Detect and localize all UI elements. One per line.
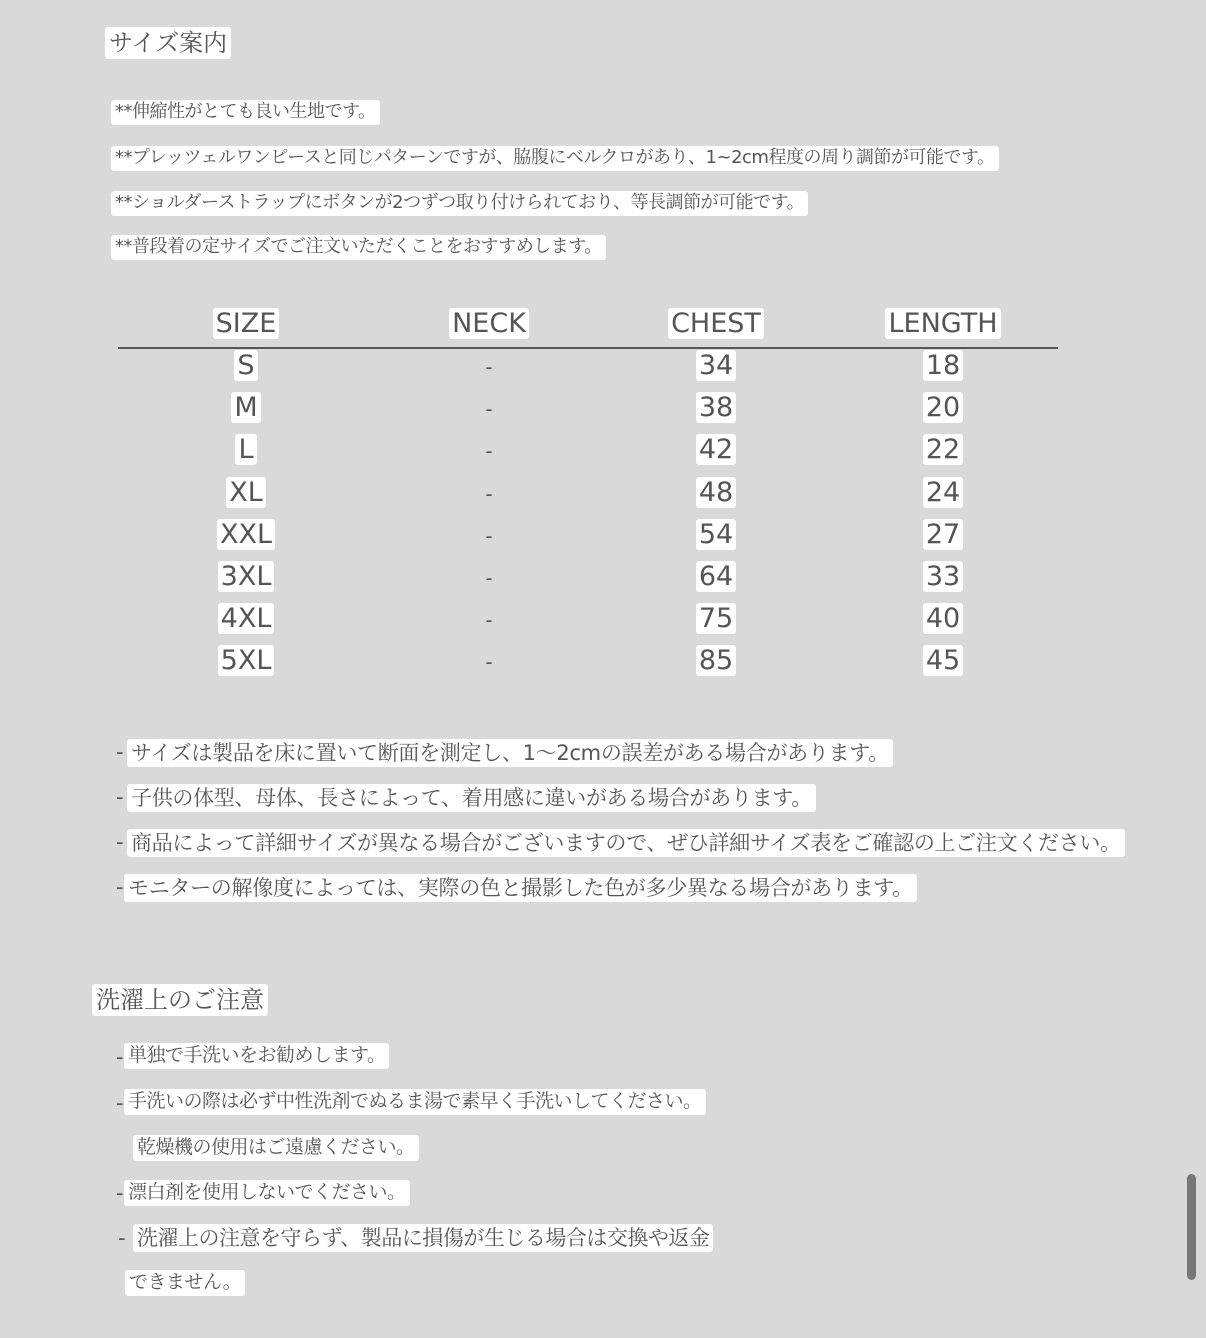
header-label: NECK: [449, 308, 529, 339]
cell-value: M: [231, 392, 260, 423]
bullet-dash: -: [116, 875, 124, 899]
cell-value: 40: [923, 603, 963, 634]
disclaimer-4: モニターの解像度によっては、実際の色と撮影した色が多少異なる場合があります。: [124, 874, 917, 902]
table-cell-chest: [616, 392, 816, 423]
cell-value: -: [485, 355, 493, 379]
table-cell-length: [843, 561, 1043, 592]
table-header-chest: [616, 308, 816, 339]
table-cell-chest: [616, 434, 816, 465]
bullet-dash: -: [116, 1181, 124, 1205]
washing-line-4: 漂白剤を使用しないでください。: [124, 1180, 410, 1206]
cell-value: 42: [696, 434, 736, 465]
cell-value: S: [234, 350, 257, 381]
cell-value: 24: [923, 477, 963, 508]
cell-value: 54: [696, 519, 736, 550]
disclaimer-1: サイズは製品を床に置いて断面を測定し、1～2cmの誤差がある場合があります。: [127, 739, 893, 767]
bullet-dash: -: [118, 1226, 126, 1250]
cell-value: -: [485, 397, 493, 422]
table-cell-size: [146, 434, 346, 465]
note-4: **普段着の定サイズでご注文いただくことをおすすめします。: [111, 235, 606, 260]
table-cell-size: [146, 603, 346, 634]
header-label: CHEST: [668, 308, 764, 339]
cell-value: 20: [923, 392, 963, 423]
washing-line-5: 洗濯上の注意を守らず、製品に損傷が生じる場合は交換や返金: [133, 1224, 713, 1252]
cell-value: 48: [696, 477, 736, 508]
size-guide-title: サイズ案内: [105, 27, 231, 59]
cell-value: L: [235, 434, 256, 465]
cell-value: 45: [923, 645, 963, 676]
header-label: SIZE: [213, 308, 280, 339]
cell-value: 64: [696, 561, 736, 592]
cell-value: 3XL: [218, 561, 275, 592]
table-cell-length: [843, 477, 1043, 508]
note-3: **ショルダーストラップにボタンが2つずつ取り付けられており、等長調節が可能です。: [111, 191, 808, 216]
table-cell-neck: [389, 603, 589, 634]
table-cell-neck: [389, 645, 589, 676]
table-cell-chest: [616, 645, 816, 676]
table-cell-chest: [616, 603, 816, 634]
table-cell-size: [146, 350, 346, 381]
cell-value: 33: [923, 561, 963, 592]
table-cell-length: [843, 603, 1043, 634]
cell-value: 5XL: [218, 645, 275, 676]
table-header-rule: [118, 347, 1058, 349]
note-1: **伸縮性がとても良い生地です。: [111, 100, 380, 125]
table-cell-length: [843, 645, 1043, 676]
cell-value: -: [485, 566, 493, 590]
header-label: LENGTH: [885, 308, 1000, 339]
disclaimer-3: 商品によって詳細サイズが異なる場合がございますので、ぜひ詳細サイズ表をご確認の上ご注文ください。: [127, 829, 1125, 857]
table-cell-chest: [616, 519, 816, 550]
bullet-dash: -: [116, 740, 124, 764]
cell-value: 4XL: [218, 603, 275, 634]
table-cell-neck: [389, 392, 589, 423]
cell-value: -: [485, 481, 493, 506]
table-cell-size: [146, 519, 346, 550]
cell-value: 34: [696, 350, 736, 381]
table-cell-length: [843, 392, 1043, 423]
table-cell-size: [146, 392, 346, 423]
scrollbar-thumb[interactable]: [1187, 1174, 1196, 1280]
table-cell-length: [843, 350, 1043, 381]
cell-value: XL: [226, 477, 266, 508]
table-cell-size: [146, 561, 346, 592]
cell-value: 85: [696, 645, 736, 676]
bullet-dash: -: [116, 1045, 124, 1069]
table-cell-neck: [389, 434, 589, 465]
bullet-dash: -: [116, 830, 124, 854]
washing-line-2: 手洗いの際は必ず中性洗剤でぬるま湯で素早く手洗いしてください。: [124, 1089, 706, 1115]
table-header-neck: [389, 308, 589, 339]
bullet-dash: -: [116, 785, 124, 809]
cell-value: -: [485, 608, 493, 633]
cell-value: 75: [696, 603, 736, 634]
washing-title: 洗濯上のご注意: [92, 984, 268, 1016]
note-2: **プレッツェルワンピースと同じパターンですが、脇腹にベルクロがあり、1~2cm程度の周り調節が可能です。: [111, 146, 999, 171]
bullet-dash: -: [116, 1091, 124, 1115]
table-cell-size: [146, 477, 346, 508]
cell-value: -: [485, 439, 493, 464]
washing-line-1: 単独で手洗いをお勧めします。: [124, 1043, 389, 1069]
table-cell-neck: [389, 561, 589, 592]
disclaimer-2: 子供の体型、母体、長さによって、着用感に違いがある場合があります。: [127, 784, 816, 812]
cell-value: -: [485, 523, 493, 548]
cell-value: 27: [923, 519, 963, 550]
table-cell-neck: [389, 519, 589, 550]
table-cell-length: [843, 519, 1043, 550]
cell-value: -: [485, 650, 493, 675]
table-header-size: [146, 308, 346, 339]
table-cell-chest: [616, 477, 816, 508]
table-header-length: [843, 308, 1043, 339]
washing-line-3: 乾燥機の使用はご遠慮ください。: [133, 1135, 419, 1161]
cell-value: 22: [923, 434, 963, 465]
table-cell-neck: [389, 477, 589, 508]
cell-value: 38: [696, 392, 736, 423]
table-cell-length: [843, 434, 1043, 465]
table-cell-size: [146, 645, 346, 676]
washing-line-6: できません。: [125, 1270, 245, 1296]
table-cell-neck: [389, 350, 589, 381]
table-cell-chest: [616, 350, 816, 381]
cell-value: 18: [923, 350, 963, 381]
cell-value: XXL: [217, 519, 275, 550]
table-cell-chest: [616, 561, 816, 592]
